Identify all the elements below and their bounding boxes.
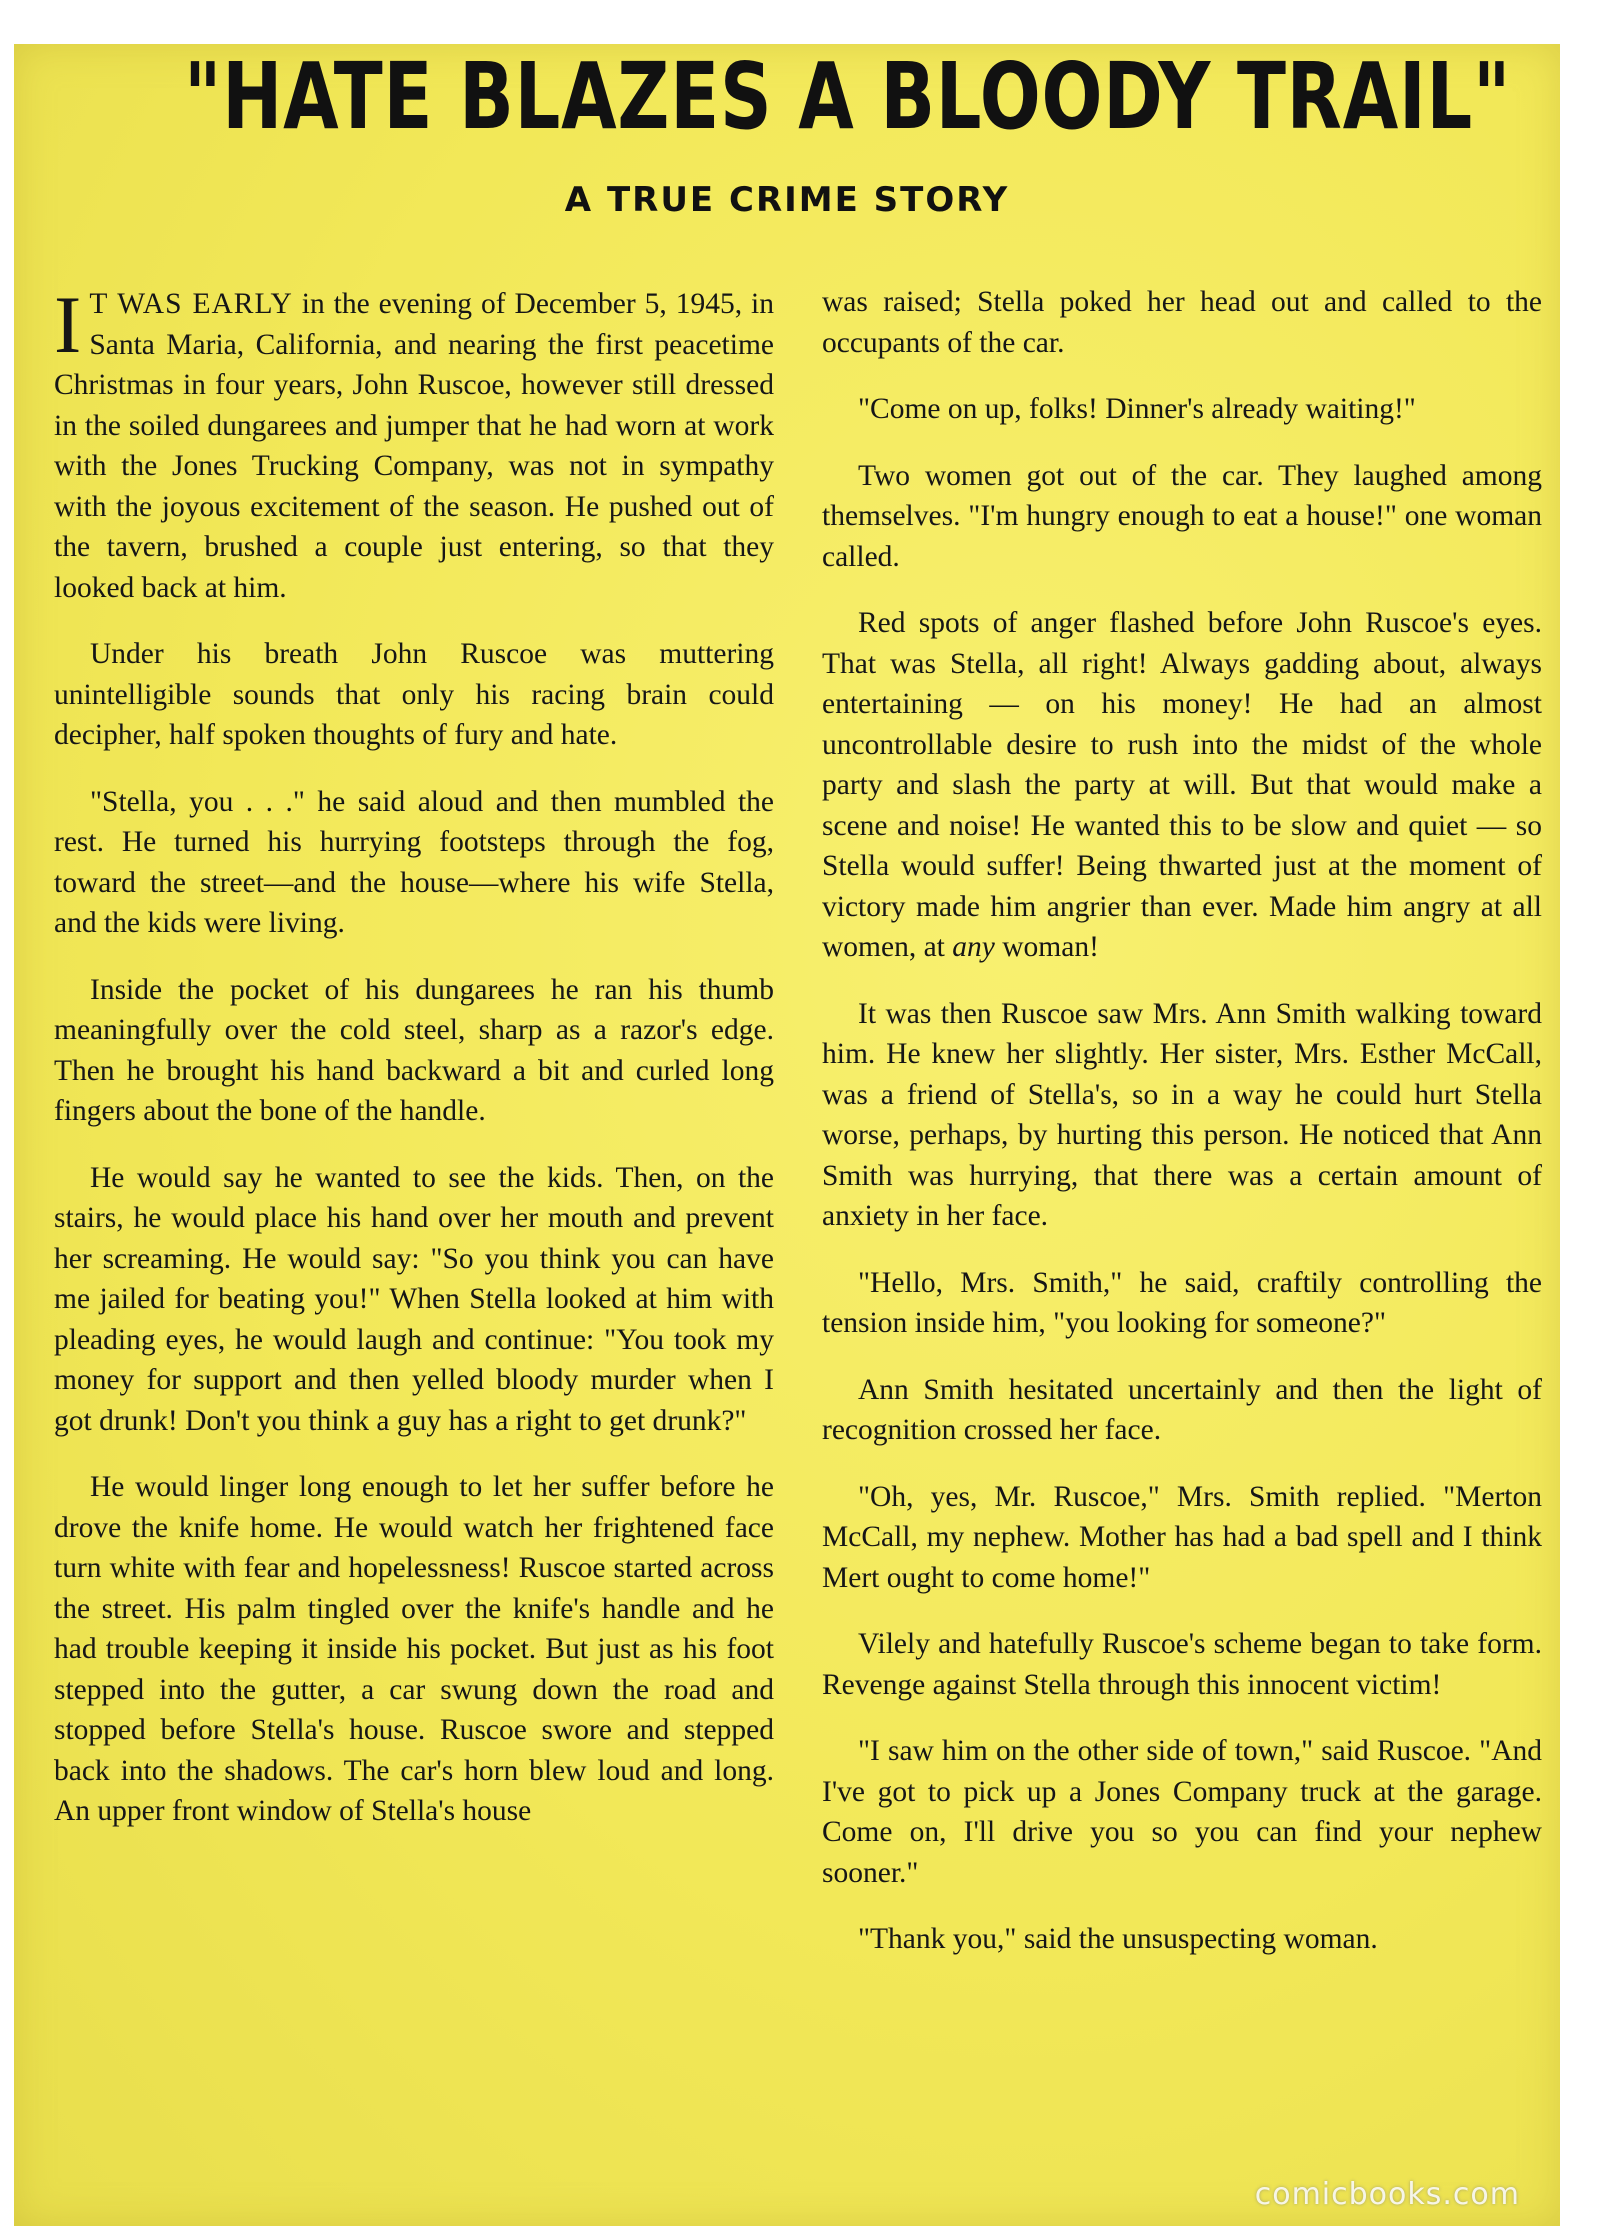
lead-in: T WAS EARLY	[89, 288, 293, 320]
paragraph-17: "Thank you," said the unsuspecting woman.	[858, 1923, 1378, 1955]
emphasis-any: any	[952, 931, 995, 963]
paragraph-9: Two women got out of the car. They laughed among themselves. "I'm hungry enough to eat a house!" one woman called.	[822, 459, 1542, 573]
site-watermark: comicbooks.com	[1254, 2177, 1520, 2212]
paragraph-3: "Stella, you . . ." he said aloud and then mumbled the rest. He turned his hurrying footsteps through the fog, toward the street—and the house—where his wife Stella, and the kids were living.	[54, 785, 774, 939]
paragraph-6: He would linger long enough to let her suffer before he drove the knife home. He would watch her frightened face turn white with fear and hopelessness! Ruscoe started across the street. His palm tingled over the knife's handle and he had trouble keeping it inside his pocket. But just as his foot stepped into the gutter, a car swung down the road and stopped before Stella's house. Ruscoe swore and stepped back into the shadows. The car's horn blew loud and long. An upper front window of Stella's house	[54, 1471, 774, 1827]
paragraph-1-text: in the evening of December 5, 1945, in Santa Maria, California, and nearing the first peacetime Christmas in four years, John Ruscoe, however still dressed in the soiled dungarees and jumper that he had worn at work with the Jones Trucking Company, was not in sympathy with the joyous excitement of the season. He pushed out of the tavern, brushed a couple just entering, so that they looked back at him.	[54, 288, 775, 604]
story-subtitle: A TRUE CRIME STORY	[564, 180, 1010, 220]
paragraph-10-text-b: woman!	[994, 931, 1099, 963]
paragraph-14: "Oh, yes, Mr. Ruscoe," Mrs. Smith replied. "Merton McCall, my nephew. Mother has had a bad spell and I think Mert ought to come home!"	[822, 1480, 1542, 1594]
paragraph-11: It was then Ruscoe saw Mrs. Ann Smith walking toward him. He knew her slightly. Her sister, Mrs. Esther McCall, was a friend of Stella's, so in a way he could hurt Stella worse, perhaps, by hurting this person. He noticed that Ann Smith was hurrying, that there was a certain amount of anxiety in her face.	[822, 997, 1542, 1232]
paragraph-10	[822, 603, 1542, 968]
paragraph-7: was raised; Stella poked her head out and called to the occupants of the car.	[822, 286, 1542, 359]
paragraph-13: Ann Smith hesitated uncertainly and then the light of recognition crossed her face.	[822, 1373, 1542, 1446]
paragraph-16: "I saw him on the other side of town," said Ruscoe. "And I've got to pick up a Jones Company truck at the garage. Come on, I'll drive you so you can find your nephew sooner."	[822, 1735, 1542, 1889]
right-column	[822, 282, 1542, 1986]
story-title: "HATE BLAZES A BLOODY TRAIL"	[184, 43, 1512, 150]
drop-cap: I	[54, 279, 82, 370]
paragraph-1	[54, 279, 775, 608]
paragraph-2: Under his breath John Ruscoe was muttering unintelligible sounds that only his racing brain could decipher, half spoken thoughts of fury and hate.	[54, 638, 774, 751]
story-page	[14, 44, 1560, 2226]
paragraph-15: Vilely and hatefully Ruscoe's scheme began to take form. Revenge against Stella through this innocent victim!	[822, 1628, 1542, 1701]
left-column	[54, 279, 775, 1858]
paragraph-12: "Hello, Mrs. Smith," he said, craftily controlling the tension inside him, "you looking for someone?"	[822, 1266, 1542, 1339]
paragraph-4: Inside the pocket of his dungarees he ran his thumb meaningfully over the cold steel, sharp as a razor's edge. Then he brought his hand backward a bit and curled long fingers about the bone of the handle.	[54, 973, 774, 1127]
paragraph-8: "Come on up, folks! Dinner's already waiting!"	[858, 393, 1416, 425]
paragraph-10-text-a: Red spots of anger flashed before John Ruscoe's eyes. That was Stella, all right! Always gadding about, always entertaining — on his money! He had an almost uncontrollable desire to rush into the midst of the whole party and slash the party at will. But that would make a scene and noise! He wanted this to be slow and quiet — so Stella would suffer! Being thwarted just at the moment of victory made him angrier than ever. Made him angry at all women, at	[822, 607, 1542, 963]
paragraph-5: He would say he wanted to see the kids. Then, on the stairs, he would place his hand over her mouth and prevent her screaming. He would say: "So you think you can have me jailed for beating you!" When Stella looked at him with pleading eyes, he would laugh and continue: "You took my money for support and then yelled bloody murder when I got drunk! Don't you think a guy has a right to get drunk?"	[54, 1161, 774, 1437]
